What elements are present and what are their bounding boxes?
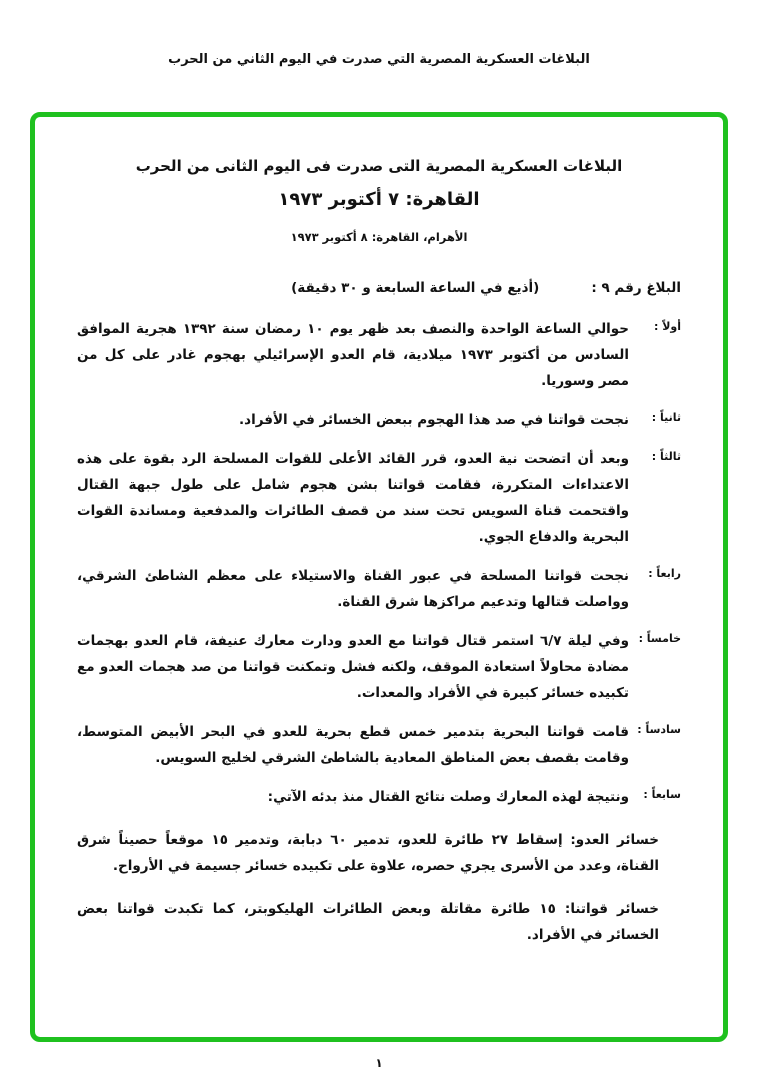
- item-ordinal-label: أولاً :: [653, 320, 681, 333]
- document-dateline: القاهرة: ٧ أكتوبر ١٩٧٣: [278, 189, 480, 210]
- page-top-title: البلاغات العسكرية المصرية التي صدرت في اليوم الثاني من الحرب: [168, 52, 590, 67]
- communique-item: [77, 407, 681, 433]
- item-ordinal-label: خامساً :: [638, 632, 681, 645]
- item-text: حوالي الساعة الواحدة والنصف بعد ظهر يوم ١٠ رمضان سنة ١٣٩٢ هجرية الموافق السادس من أكتوبر ١٩٧٣ ميلادية، قام العدو الإسرائيلي بهجوم غادر على كل من مصر وسوريا.: [77, 321, 629, 389]
- communique-heading: [77, 280, 681, 296]
- enemy-losses-paragraph: خسائر العدو: إسقاط ٢٧ طائرة للعدو، تدمير ٦٠ دبابة، وتدمير ١٥ موقعاً حصيناً شرق القناة، وعدد من الأسرى يجري حصره، علاوة على تكبيده خسائر جسيمة في الأرواح.: [77, 832, 659, 874]
- communique-item: [77, 446, 681, 550]
- item-text: نجحت قواتنا المسلحة في عبور القناة والاستيلاء على معظم الشاطئ الشرقي، وواصلت قتالها وتدعيم مراكزها شرق القناة.: [77, 568, 629, 610]
- item-ordinal-label: رابعاً :: [648, 567, 681, 580]
- communique-items: [77, 316, 681, 810]
- item-text: وفي ليلة ٦/٧ استمر قتال قواتنا مع العدو ودارت معارك عنيفة، قام العدو بهجمات مضادة محاولاً استعادة الموقف، ولكنه فشل وتمكنت قواتنا من صد هجمات العدو مع تكبيده خسائر كبيرة في الأفراد والمعدات.: [77, 633, 629, 701]
- communique-item: [77, 563, 681, 615]
- own-losses-paragraph: خسائر قواتنا: ١٥ طائرة مقاتلة وبعض الطائرات الهليكوبتر، كما تكبدت قواتنا بعض الخسائر في الأفراد.: [77, 901, 659, 943]
- document-frame: [30, 112, 728, 1042]
- communique-number: البلاغ رقم ٩ :: [591, 280, 681, 296]
- page-number: ١: [375, 1056, 383, 1070]
- communique-item: [77, 719, 681, 771]
- item-text: وبعد أن اتضحت نية العدو، قرر القائد الأعلى للقوات المسلحة الرد بقوة على هذه الاعتداءات المتكررة، فقامت قواتنا بشن هجوم شامل على طول جبهة القتال واقتحمت قناة السويس تحت سند من قصف الطائرات والمدفعية ومساندة القوات البحرية والدفاع الجوي.: [77, 451, 629, 545]
- item-text: قامت قواتنا البحرية بتدمير خمس قطع بحرية للعدو في البحر الأبيض المتوسط، وقامت بقصف بعض المناطق المعادية بالشاطئ الشرقي لخليج السويس.: [77, 724, 629, 766]
- communique-item: [77, 628, 681, 706]
- communique-broadcast-time: (أذيع في الساعة السابعة و ٣٠ دقيقة): [291, 280, 540, 296]
- communique-item: [77, 316, 681, 394]
- item-ordinal-label: سادساً :: [637, 723, 681, 736]
- communique-item: [77, 784, 681, 810]
- document-title: البلاغات العسكرية المصرية التى صدرت فى اليوم الثانى من الحرب: [135, 157, 623, 175]
- item-ordinal-label: ثالثاً :: [651, 450, 681, 463]
- item-text: نجحت قواتنا في صد هذا الهجوم ببعض الخسائر في الأفراد.: [239, 412, 629, 428]
- document-source-line: الأهرام، القاهرة: ٨ أكتوبر ١٩٧٣: [290, 230, 468, 244]
- item-ordinal-label: سابعاً :: [643, 788, 681, 801]
- item-text: ونتيجة لهذه المعارك وصلت نتائج القتال منذ بدئه الآتي:: [267, 789, 629, 805]
- item-ordinal-label: ثانياً :: [651, 411, 681, 424]
